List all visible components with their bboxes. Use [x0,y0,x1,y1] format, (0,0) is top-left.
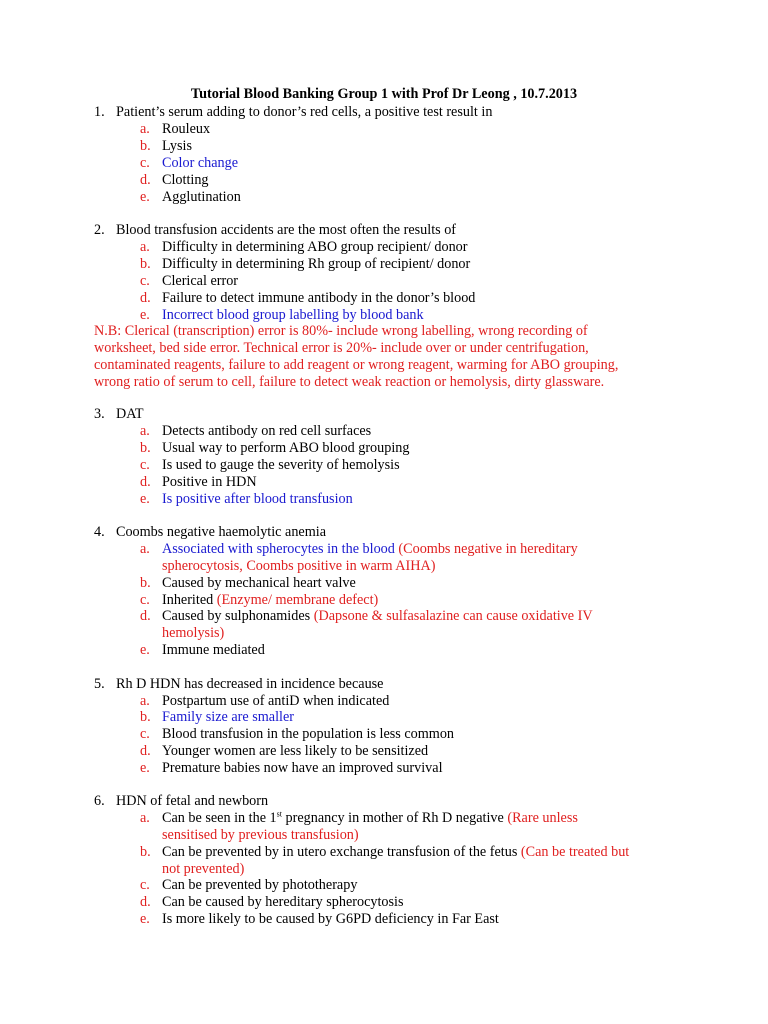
option-text: Caused by mechanical heart valve [162,575,356,591]
option-letter: c. [140,273,150,289]
option-text-answer: Is positive after blood transfusion [162,491,353,507]
option-letter: d. [140,474,151,490]
question-stem: Patient’s serum adding to donor’s red cells, a positive test result in [116,104,493,120]
question-stem: Rh D HDN has decreased in incidence because [116,676,384,692]
ordinal-superscript: st [276,809,282,819]
option-text: pregnancy in mother of Rh D negative [282,810,504,826]
question-number: 3. [94,406,105,422]
option-letter: a. [140,693,150,709]
option-text: Postpartum use of antiD when indicated [162,693,390,709]
option-text: Can be seen in the 1 [162,810,277,826]
option-text: Can be prevented by in utero exchange transfusion of the fetus [162,844,518,860]
option-text: Usual way to perform ABO blood grouping [162,440,410,456]
option-letter: d. [140,172,151,188]
option-letter: b. [140,844,151,860]
option-text: Inherited [162,592,214,608]
option-letter: e. [140,911,150,927]
option-text: Rouleux [162,121,211,137]
option-letter: a. [140,541,150,557]
option-letter: c. [140,726,150,742]
question-number: 5. [94,676,105,692]
option-text: Lysis [162,138,192,154]
option-text: Premature babies now have an improved survival [162,760,443,776]
option-text: Immune mediated [162,642,265,658]
option-letter: a. [140,121,150,137]
option-note: (Rare unless [503,810,578,826]
option-text: Agglutination [162,189,241,205]
document-title: Tutorial Blood Banking Group 1 with Prof Dr Leong , 10.7.2013 [190,86,578,102]
option-note: hemolysis) [162,624,225,641]
question-number: 2. [94,222,105,238]
option-letter: b. [140,256,151,272]
option-text: Failure to detect immune antibody in the donor’s blood [162,290,476,306]
question-number: 4. [94,524,105,540]
option-letter: e. [140,491,150,507]
option-text: Detects antibody on red cell surfaces [162,423,372,439]
option-note: (Dapsone & sulfasalazine can cause oxidative IV [310,608,593,624]
option-note: sensitised by previous transfusion) [162,826,359,843]
option-letter: a. [140,810,150,826]
option-letter: e. [140,307,150,323]
option-text: Caused by sulphonamides [162,608,311,624]
option-note: not prevented) [162,860,245,877]
question-number: 6. [94,793,105,809]
explanation-note [94,323,654,391]
option-text-answer: Color change [162,155,239,171]
option-letter: b. [140,709,151,725]
option-letter: d. [140,290,151,306]
question-stem: HDN of fetal and newborn [116,793,269,809]
option-text: Difficulty in determining ABO group recipient/ donor [162,239,468,255]
option-note: spherocytosis, Coombs positive in warm AIHA) [162,557,436,574]
option-text: Younger women are less likely to be sensitized [162,743,429,759]
option-text: Can be caused by hereditary spherocytosis [162,894,404,910]
option-letter: e. [140,189,150,205]
option-letter: d. [140,894,151,910]
option-note: (Can be treated but [517,844,630,860]
option-text: Can be prevented by phototherapy [162,877,358,893]
note-line: contaminated reagents, failure to add reagent or wrong reagent, warming for ABO grouping, [94,356,619,373]
option-letter: c. [140,457,150,473]
option-letter: c. [140,155,150,171]
option-letter: e. [140,760,150,776]
option-text: Difficulty in determining Rh group of recipient/ donor [162,256,471,272]
question-stem: DAT [116,406,144,422]
option-text: Is more likely to be caused by G6PD deficiency in Far East [162,911,499,927]
option-text: Blood transfusion in the population is less common [162,726,455,742]
option-text-answer: Associated with spherocytes in the blood [162,541,395,557]
note-line: N.B: Clerical (transcription) error is 80%- include wrong labelling, wrong recording of [94,323,588,339]
option-text-answer: Incorrect blood group labelling by blood bank [162,307,424,323]
note-line: worksheet, bed side error. Technical error is 20%- include over or under centrifugation, [94,339,589,356]
option-letter: c. [140,877,150,893]
option-letter: a. [140,423,150,439]
option-text: Clotting [162,172,209,188]
option-text-answer: Family size are smaller [162,709,294,725]
option-letter: c. [140,592,150,608]
option-note: (Coombs negative in hereditary [394,541,578,557]
question-stem: Coombs negative haemolytic anemia [116,524,326,540]
question-number: 1. [94,104,105,120]
question-stem: Blood transfusion accidents are the most often the results of [116,222,457,238]
option-letter: e. [140,642,150,658]
option-text: Is used to gauge the severity of hemolysis [162,457,400,473]
option-letter: b. [140,440,151,456]
option-note: (Enzyme/ membrane defect) [213,592,379,608]
option-letter: b. [140,575,151,591]
option-text: Clerical error [162,273,239,289]
note-line: wrong ratio of serum to cell, failure to detect weak reaction or hemolysis, dirty glassware. [94,373,605,390]
option-letter: b. [140,138,151,154]
option-letter: d. [140,608,151,624]
option-letter: a. [140,239,150,255]
option-letter: d. [140,743,151,759]
option-text: Positive in HDN [162,474,257,490]
